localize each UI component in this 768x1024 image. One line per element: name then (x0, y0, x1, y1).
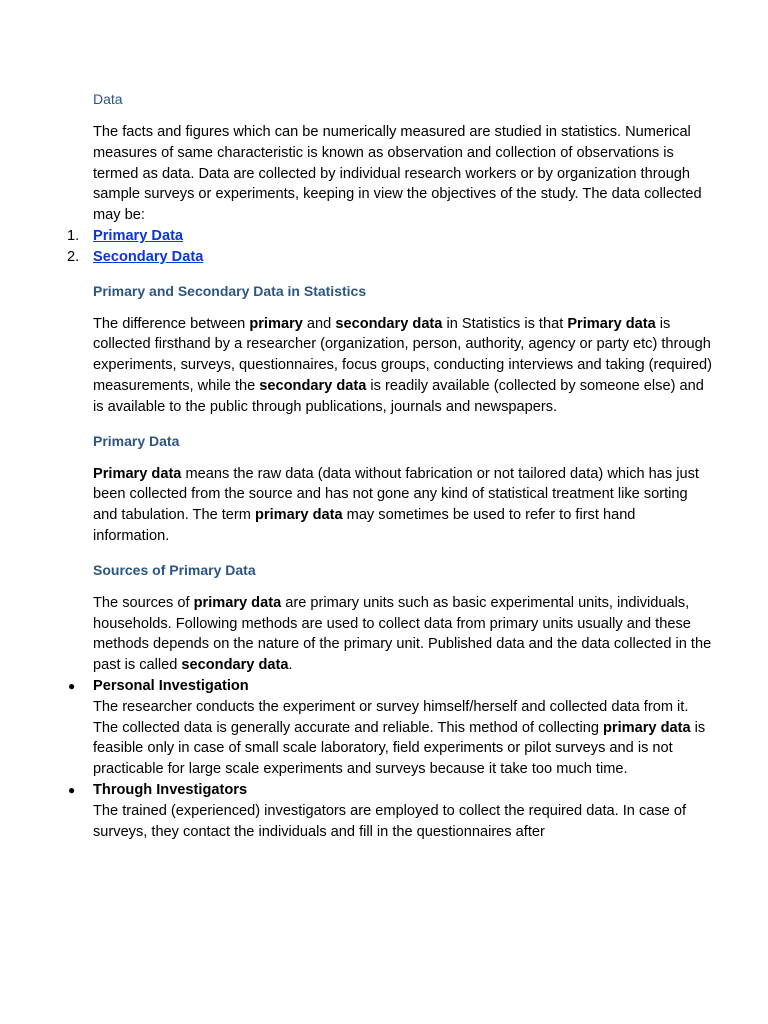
bold-run: Primary data (567, 315, 656, 332)
methods-list (68, 676, 713, 842)
text-run: is collected firsthand by a researcher (organization, person, authority, agency or party etc) through experiments, surveys, questionnaires, focus groups, conducting interviews and taking (required) measurements, while the (93, 315, 712, 394)
list-item (67, 226, 713, 247)
list-item (68, 676, 713, 780)
document-content (67, 88, 713, 842)
heading-sources: Sources of Primary Data (93, 561, 256, 578)
data-types-list (67, 226, 713, 268)
text-run: means the raw data (data without fabrication or not tailored data) which has just been collected from the source and has not gone any kind of statistical treatment like sorting and tabulation. The term (93, 465, 699, 524)
list-item (68, 780, 713, 842)
heading-primary-secondary: Primary and Secondary Data in Statistics (93, 282, 367, 299)
text-run: . (288, 657, 293, 674)
bold-run: Primary data (93, 465, 182, 482)
primary-data-link[interactable]: Primary Data (93, 227, 184, 244)
list-item (67, 247, 713, 268)
sources-paragraph (93, 593, 713, 676)
secondary-data-link[interactable]: Secondary Data (93, 248, 204, 265)
list-number: 1. (67, 227, 80, 244)
method-title: Through Investigators (93, 781, 248, 798)
text-run: and (302, 315, 336, 332)
bold-run: primary data (603, 719, 691, 736)
method-description (93, 697, 713, 780)
text-run: The difference between (93, 315, 250, 332)
bullet-icon: ● (68, 678, 76, 693)
text-run: is readily available (collected by someone else) and is available to the public through publications, journals and newspapers. (93, 377, 704, 415)
method-title: Personal Investigation (93, 677, 249, 694)
heading-primary-data: Primary Data (93, 432, 180, 449)
text-run: The sources of (93, 594, 194, 611)
bold-run: primary data (255, 507, 343, 524)
intro-paragraph: The facts and figures which can be numerically measured are studied in statistics. Numerical measures of same characteristic is known as observation and collection of observations is termed as data. Data are collected by individual research workers or by organization through sample surveys or experiments, keeping in view the objectives of the study. The data collected may be: (93, 124, 702, 224)
bold-run: secondary data (259, 377, 367, 394)
text-run: The trained (experienced) investigators are employed to collect the required data. In case of surveys, they contact the individuals and fill in the questionnaires after (93, 802, 686, 840)
text-run: The researcher conducts the experiment or survey himself/herself and collected data from it. The collected data is generally accurate and reliable. This method of collecting (93, 698, 689, 736)
method-description (93, 801, 713, 843)
text-run: are primary units such as basic experimental units, individuals, households. Following methods are used to collect data from primary units usually and these methods depends on the nature of the primary unit. Published data and the data collected in the past is called (93, 594, 712, 674)
bold-run: primary (249, 315, 303, 332)
bold-run: secondary data (181, 657, 289, 674)
bold-run: secondary data (335, 315, 443, 332)
text-run: is feasible only in case of small scale laboratory, field experiments or pilot surveys and is not practicable for large scale experiments and surveys because it take too much time. (93, 719, 706, 778)
primary-data-paragraph (93, 464, 713, 547)
text-run: in Statistics is that (442, 315, 568, 332)
list-number: 2. (67, 248, 80, 265)
text-run: may sometimes be used to refer to first hand information. (93, 507, 636, 544)
bullet-icon: ● (68, 782, 76, 797)
difference-paragraph (93, 314, 713, 418)
heading-data: Data (93, 91, 123, 107)
bold-run: primary data (193, 594, 282, 611)
